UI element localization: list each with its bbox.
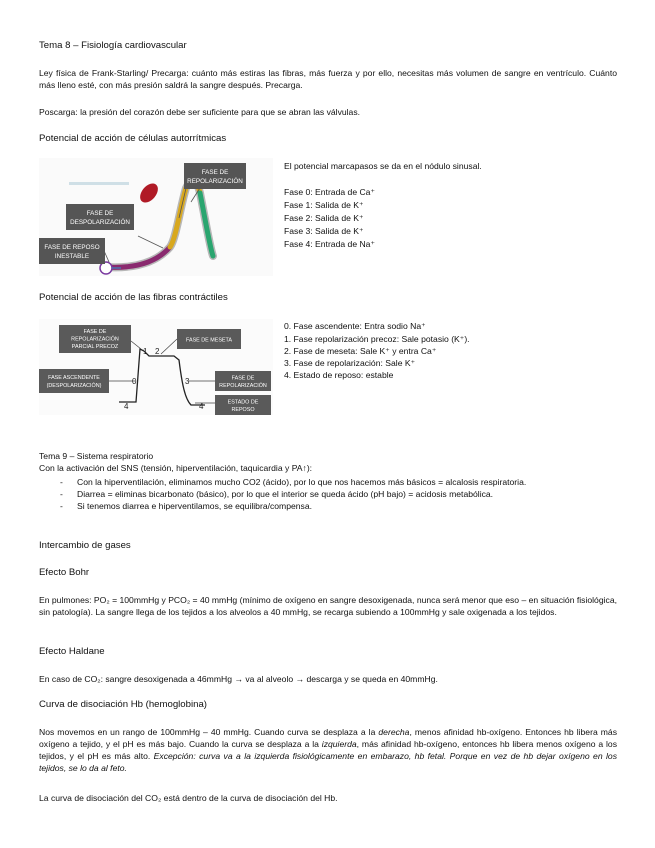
frank-starling-paragraph: Ley física de Frank-Starling/ Precarga: cuánto más estiras las fibras, más fuerza y por ello, necesitas más volumen de sangre en ventrículo. Cuánto más lleno esté, con más presión saldrá la sangre después. Precarga.: [39, 68, 617, 90]
curva-text-3: , más afinidad hb-oxígeno, entonces hb libera menos oxígeno a los tejidos, y el pH es más alto.: [39, 739, 617, 761]
heading-curva-hb: Curva de disociación Hb (hemoglobina): [39, 699, 207, 710]
phase-num-1: 1: [143, 347, 148, 356]
pacemaker-ap-figure: [39, 158, 273, 276]
contractile-ap-figure: [39, 319, 273, 415]
auto-phase-2: Fase 2: Salida de K⁺: [284, 213, 364, 223]
phase-num-4-right: 4: [199, 402, 204, 411]
label-repol2-1: FASE DE: [231, 375, 255, 382]
phase-num-4-left: 4: [124, 402, 129, 411]
curva-text-2: , menos afinidad hb-oxígeno. Entonces hb libera más oxígeno a tejido, y el pH es más bajo. Cuando la curva se desplaza a la: [39, 727, 617, 749]
label-repol2-2: REPOLARIZACIÓN: [219, 383, 267, 389]
title-tema9: Tema 9 – Sistema respiratorio: [39, 451, 154, 461]
curva-excepcion: Excepción: curva va a la izquierda fisiológicamente en embarazo, hb fetal. Porque en vez de hb dejar oxígeno en los tejidos, se lo da al feto.: [39, 751, 618, 773]
t9-intro: Con la activación del SNS (tensión, hiperventilación, taquicardia y PA↑):: [39, 463, 313, 473]
label-despol-1: FASE DE: [86, 210, 114, 217]
contr-phase-2: 2. Fase de meseta: Sale K⁺ y entra Ca⁺: [284, 346, 437, 356]
pacemaker-intro: El potencial marcapasos se da en el nódulo sinusal.: [284, 161, 482, 171]
curva-paragraph: [39, 726, 617, 774]
phase-num-3: 3: [185, 377, 190, 386]
label-meseta: FASE DE MESETA: [185, 337, 233, 344]
label-parcial-1: FASE DE: [83, 329, 107, 335]
title-tema8: Tema 8 – Fisiología cardiovascular: [39, 40, 187, 51]
label-ascendente-1: FASE ASCENDENTE: [48, 375, 100, 381]
auto-phase-4: Fase 4: Entrada de Na⁺: [284, 239, 376, 249]
curva-text-1: Nos movemos en un rango de 100mmHg – 40 mmHg. Cuando curva se desplaza a la: [39, 727, 379, 737]
label-repol-2: REPOLARIZACIÓN: [187, 178, 243, 185]
contr-phase-3: 3. Fase de repolarización: Sale K⁺: [284, 358, 416, 368]
t9-bullet-list: [39, 476, 617, 512]
contr-phase-0: 0. Fase ascendente: Entra sodio Na⁺: [284, 321, 426, 331]
heading-bohr: Efecto Bohr: [39, 567, 90, 578]
reposo-box: [39, 238, 105, 264]
heading-intercambio: Intercambio de gases: [39, 540, 131, 551]
t9-bullet: - Si tenemos diarrea e hiperventilamos, se equilibra/compensa.: [39, 500, 617, 512]
label-reposo-2: INESTABLE: [54, 253, 90, 260]
auto-phase-0: Fase 0: Entrada de Ca⁺: [284, 187, 376, 197]
curva-derecha: derecha: [378, 727, 410, 737]
ascendente-box: [39, 369, 109, 393]
auto-phase-3: Fase 3: Salida de K⁺: [284, 226, 364, 236]
despolarizacion-box: [66, 204, 134, 230]
label-ascendente-2: (DESPOLARIZACIÓN): [46, 383, 102, 389]
label-despol-2: DESPOLARIZACIÓN: [70, 219, 130, 226]
phase-num-0: 0: [132, 377, 137, 386]
co2-curve-paragraph: La curva de disociación del CO₂ está dentro de la curva de disociación del Hb.: [39, 793, 338, 803]
heading-autorritmicas: Potencial de acción de células autorrítmicas: [39, 133, 227, 144]
bohr-paragraph: En pulmones: PO₂ = 100mmHg y PCO₂ = 40 mmHg (mínimo de oxígeno en sangre desoxigenada, nunca será menor que eso – en situación fisiológica, sin patología). La sangre llega de los tejidos a los alveolos a 40 mmHg, se recarga subiendo a 100mmHg y sale oxigenada a los tejidos.: [39, 595, 617, 617]
label-parcial-3: PARCIAL PRECOZ: [71, 344, 119, 350]
heading-haldane: Efecto Haldane: [39, 646, 105, 657]
label-reposo-1: FASE DE REPOSO: [44, 244, 100, 251]
heading-contractiles: Potencial de acción de las fibras contráctiles: [39, 292, 228, 303]
t9-bullet: - Diarrea = eliminas bicarbonato (básico), por lo que el interior se queda ácido (pH bajo) = acidosis metabólica.: [39, 488, 617, 500]
haldane-paragraph: En caso de CO₂: sangre desoxigenada a 46mmHg → va al alveolo → descarga y se queda en 40mmHg.: [39, 674, 438, 684]
label-repol-1: FASE DE: [201, 169, 229, 176]
curva-izquierda: izquierda: [321, 739, 357, 749]
contr-phase-1: 1. Fase repolarización precoz: Sale potasio (K⁺).: [284, 334, 470, 344]
contr-phase-4: 4. Estado de reposo: estable: [284, 370, 394, 380]
t9-bullet: - Con la hiperventilación, eliminamos mucho CO2 (ácido), por lo que nos hacemos más básicos = alcalosis respiratoria.: [39, 476, 617, 488]
label-reposo2-2: REPOSO: [231, 407, 255, 413]
auto-phase-1: Fase 1: Salida de K⁺: [284, 200, 364, 210]
figure-caption-faded: [69, 182, 129, 185]
poscarga-paragraph: Poscarga: la presión del corazón debe ser suficiente para que se abran las válvulas.: [39, 107, 361, 117]
label-reposo2-1: ESTADO DE: [227, 399, 259, 406]
repolarizacion-box: [184, 163, 246, 189]
label-parcial-2: REPOLARIZACIÓN: [71, 336, 119, 343]
phase-num-2: 2: [155, 347, 160, 356]
